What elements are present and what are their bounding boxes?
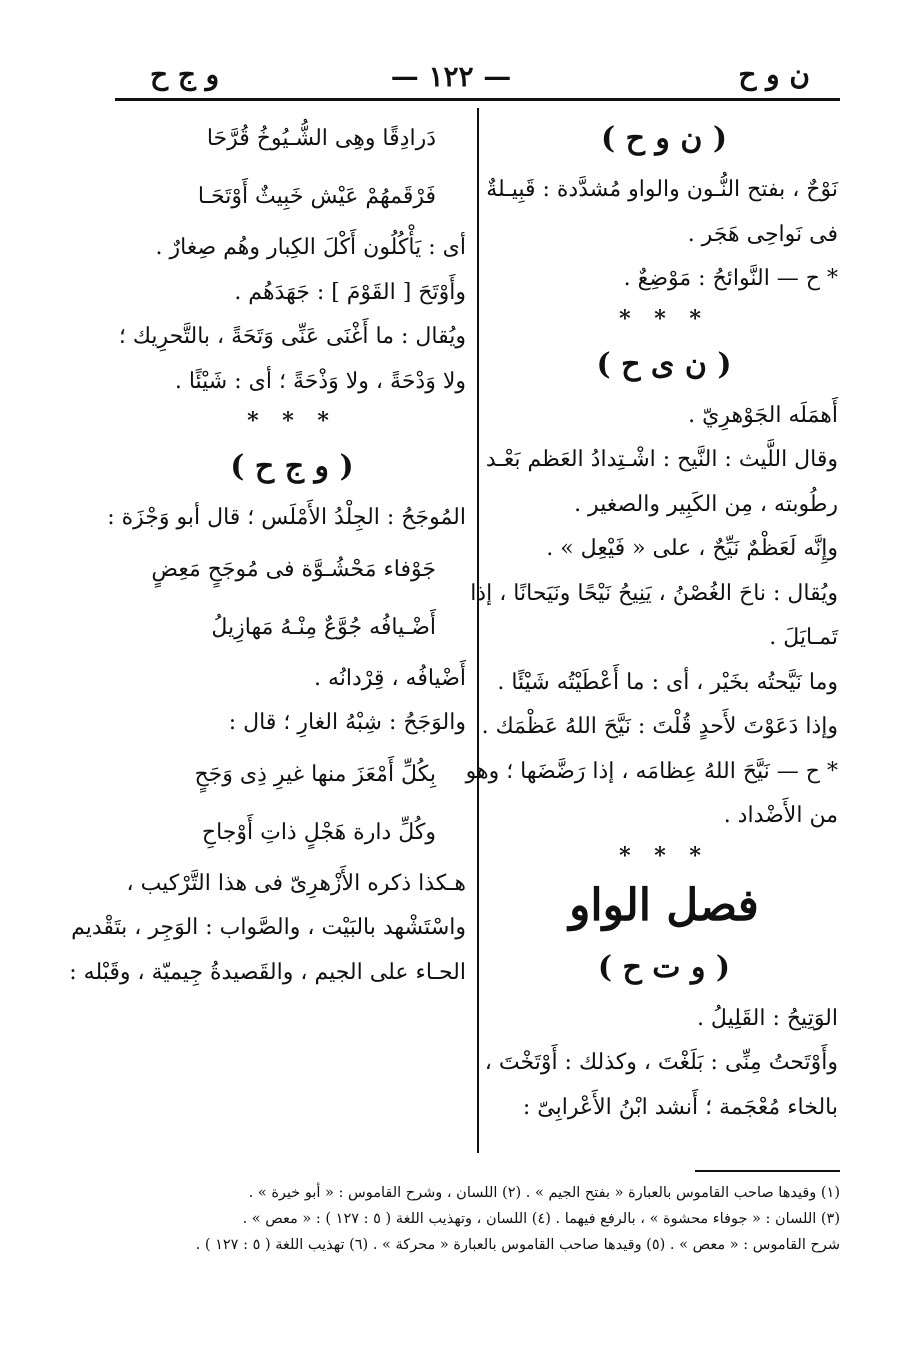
verse-line: أَضْـيافُه جُوَّعٌ مِنْـهُ مَهازِيلُ xyxy=(211,614,436,640)
text-line: وإذا دَعَوْتَ لأَحدٍ قُلْتَ : نَيَّحَ اللهُ عَظْمَك . xyxy=(481,714,838,739)
right-column xyxy=(465,110,838,1130)
entry-heading: ( و ت ح ) xyxy=(597,949,731,985)
entry-heading: ( ن و ح ) xyxy=(600,121,728,156)
text-line: ويُقال : ناحَ الغُصْنُ ، يَنِيحُ نَيْحًا ونَيَحانًا ، إذا xyxy=(470,580,838,606)
footnotes xyxy=(118,1180,840,1258)
separator-stars: * * * xyxy=(247,408,337,434)
footnote-line: شرح القاموس : « معص » . (٥) وقيدها صاحب القاموس بالعبارة « محركة » . (٦) تهذيب اللغة ( ٥ : ١٢٧ ) . xyxy=(195,1237,840,1253)
separator-stars: * * * xyxy=(619,305,709,332)
verse-line: دَرادِقًا وهِى الشُّـيُوخُ قُرَّحَا xyxy=(206,126,436,151)
left-column xyxy=(69,110,466,995)
column-divider xyxy=(477,108,479,1153)
text-line: وقال اللَّيث : النَّيح : اشْـتِدادُ العَظم بَعْـد xyxy=(485,447,838,472)
text-line: وأَوْتَحتُ مِنِّى : بَلَغْتَ ، وكذلك : أَوْتَخْتَ ، xyxy=(484,1050,838,1075)
entry-heading: ( و ج ح ) xyxy=(230,449,354,484)
text-line: الحـاء على الجيم ، والقَصيدةُ جِيميّة ، وقَبْله : xyxy=(69,959,466,985)
text-line: وإِنَّه لَعَظْمٌ نَيِّحٌ ، على « فَيْعِل » . xyxy=(546,536,838,561)
header-last-root: و ج ح xyxy=(150,58,220,91)
text-line: نَوْحٌ ، بفتح النُّـون والواو مُشدَّدة : قَبِيـلةٌ xyxy=(486,177,838,202)
verse-line: فَرْقَمهُمْ عَيْش خَبِيثٌ أَوْتَحَـا xyxy=(197,184,436,209)
verse-line: بِكُلِّ أَمْعَزَ منها غيرِ ذِى وَجَحٍ xyxy=(194,761,436,787)
section-heading: فصل الواو xyxy=(569,879,759,931)
footnote-line: (١) وقيدها صاحب القاموس بالعبارة « بفتح الجيم » . (٢) اللسان ، وشرح القاموس : « أبو خيرة » . xyxy=(248,1185,840,1201)
page-number: — ١٢٢ — xyxy=(390,60,512,93)
text-line: * ح — النَّوائحُ : مَوْضِعٌ . xyxy=(623,266,838,291)
text-line: ويُقال : ما أَغْنَى عَنِّى وَتَحَةً ، بالتَّحرِيك ؛ xyxy=(118,324,466,349)
text-line: الوَتِيحُ : القَلِيلُ . xyxy=(696,1005,838,1031)
header-root-word: ن و ح xyxy=(738,58,810,91)
text-line: بالخاء مُعْجَمة ؛ أَنشد ابْنُ الأَعْرابِىّ : xyxy=(522,1094,838,1120)
text-line: وأَوْتَحَ [ القَوْمَ ] : جَهَدَهُم . xyxy=(234,279,466,305)
text-line: أَضْيافُه ، قِرْدانُه . xyxy=(313,665,466,691)
footnote-rule xyxy=(695,1170,840,1172)
verse-line: وكُلِّ دارة هَجْلٍ ذاتِ أَوْجاحِ xyxy=(201,819,436,845)
text-line: أَهمَلَه الجَوْهرِيّ . xyxy=(688,402,838,428)
text-line: هـكذا ذكره الأَزْهرِىّ فى هذا التَّرْكيب ، xyxy=(126,870,466,896)
text-line: واسْتَشْهد بالبَيْت ، والصَّواب : الوَجِر ، بتَقْديم xyxy=(71,915,466,940)
header-rule xyxy=(115,98,840,101)
text-line: أى : يَأْكُلُون أَكْلَ الكِبار وهُم صِغارٌ . xyxy=(155,235,466,260)
footnote-line: (٣) اللسان : « جوفاء محشوة » ، بالرفع فيهما . (٤) اللسان ، وتهذيب اللغة ( ٥ : ١٢٧ ) : « معص » . xyxy=(242,1211,840,1227)
text-line: من الأَضْداد . xyxy=(723,803,838,828)
separator-stars: * * * xyxy=(619,842,709,869)
entry-heading: ( ن ى ح ) xyxy=(596,346,732,382)
text-line: تَمـايَلَ . xyxy=(769,625,838,650)
text-line: * ح — نَيَّحَ اللهُ عِظامَه ، إذا رَضَّضَها ؛ وهو xyxy=(465,758,838,784)
text-line: ولا وَدْحَةً ، ولا وَذْحَةً ؛ أى : شَيْئًا . xyxy=(174,368,466,394)
verse-line: جَوْفاء مَحْشُـوَّة فى مُوجَحٍ مَعِضٍ xyxy=(151,556,436,582)
text-line: المُوجَحُ : الجِلْدُ الأَمْلَس ؛ قال أبو وَجْزَة : xyxy=(107,505,466,530)
text-line: رطُوبته ، مِن الكَبِير والصغير . xyxy=(574,491,838,517)
text-line: والوَجَحُ : شِبْهُ الغارِ ؛ قال : xyxy=(228,710,466,735)
text-line: فى نَواحِى هَجَر . xyxy=(687,221,838,247)
text-line: وما نَيَّحتُه بخَيْر ، أى : ما أَعْطَيْتُه شَيْئًا . xyxy=(497,669,838,695)
